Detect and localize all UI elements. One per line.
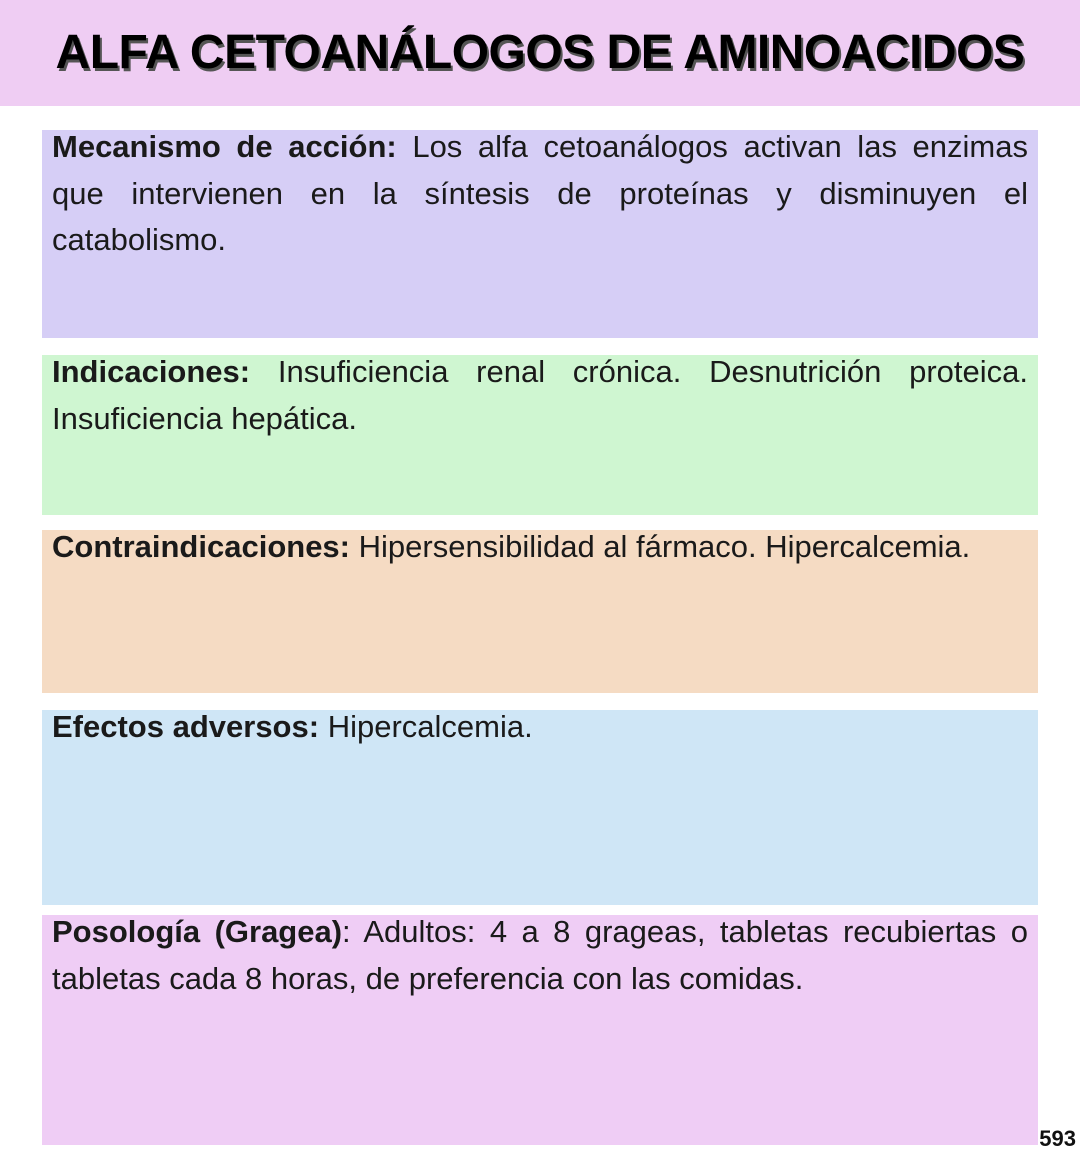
section-contraindicaciones xyxy=(42,530,1038,693)
section-posologia xyxy=(42,915,1038,1145)
section-label: Indicaciones: xyxy=(52,354,251,389)
section-efectos-adversos xyxy=(42,710,1038,905)
section-label: Posología (Gragea) xyxy=(52,914,343,949)
section-label: Efectos adversos: xyxy=(52,709,320,744)
section-label: Mecanismo de acción: xyxy=(52,129,397,164)
section-text: Los alfa cetoanálogos activan las enzimas que intervienen en la síntesis de proteínas y disminuyen el catabolismo. xyxy=(52,129,1028,257)
section-label: Contraindicaciones: xyxy=(52,529,350,564)
section-text: Insuficiencia renal crónica. Desnutrición proteica. Insuficiencia hepática. xyxy=(52,354,1028,436)
section-text: Hipercalcemia. xyxy=(327,709,533,744)
section-text: Hipersensibilidad al fármaco. Hipercalcemia. xyxy=(358,529,971,564)
title-band xyxy=(0,0,1080,106)
section-mecanismo xyxy=(42,130,1038,338)
section-indicaciones xyxy=(42,355,1038,515)
section-text: : Adultos: 4 a 8 grageas, tabletas recubiertas o tabletas cada 8 horas, de preferencia con las comidas. xyxy=(52,914,1028,996)
page-number: 593 xyxy=(1039,1126,1076,1151)
page-title: ALFA CETOANÁLOGOS DE AMINOACIDOS xyxy=(55,26,1025,79)
